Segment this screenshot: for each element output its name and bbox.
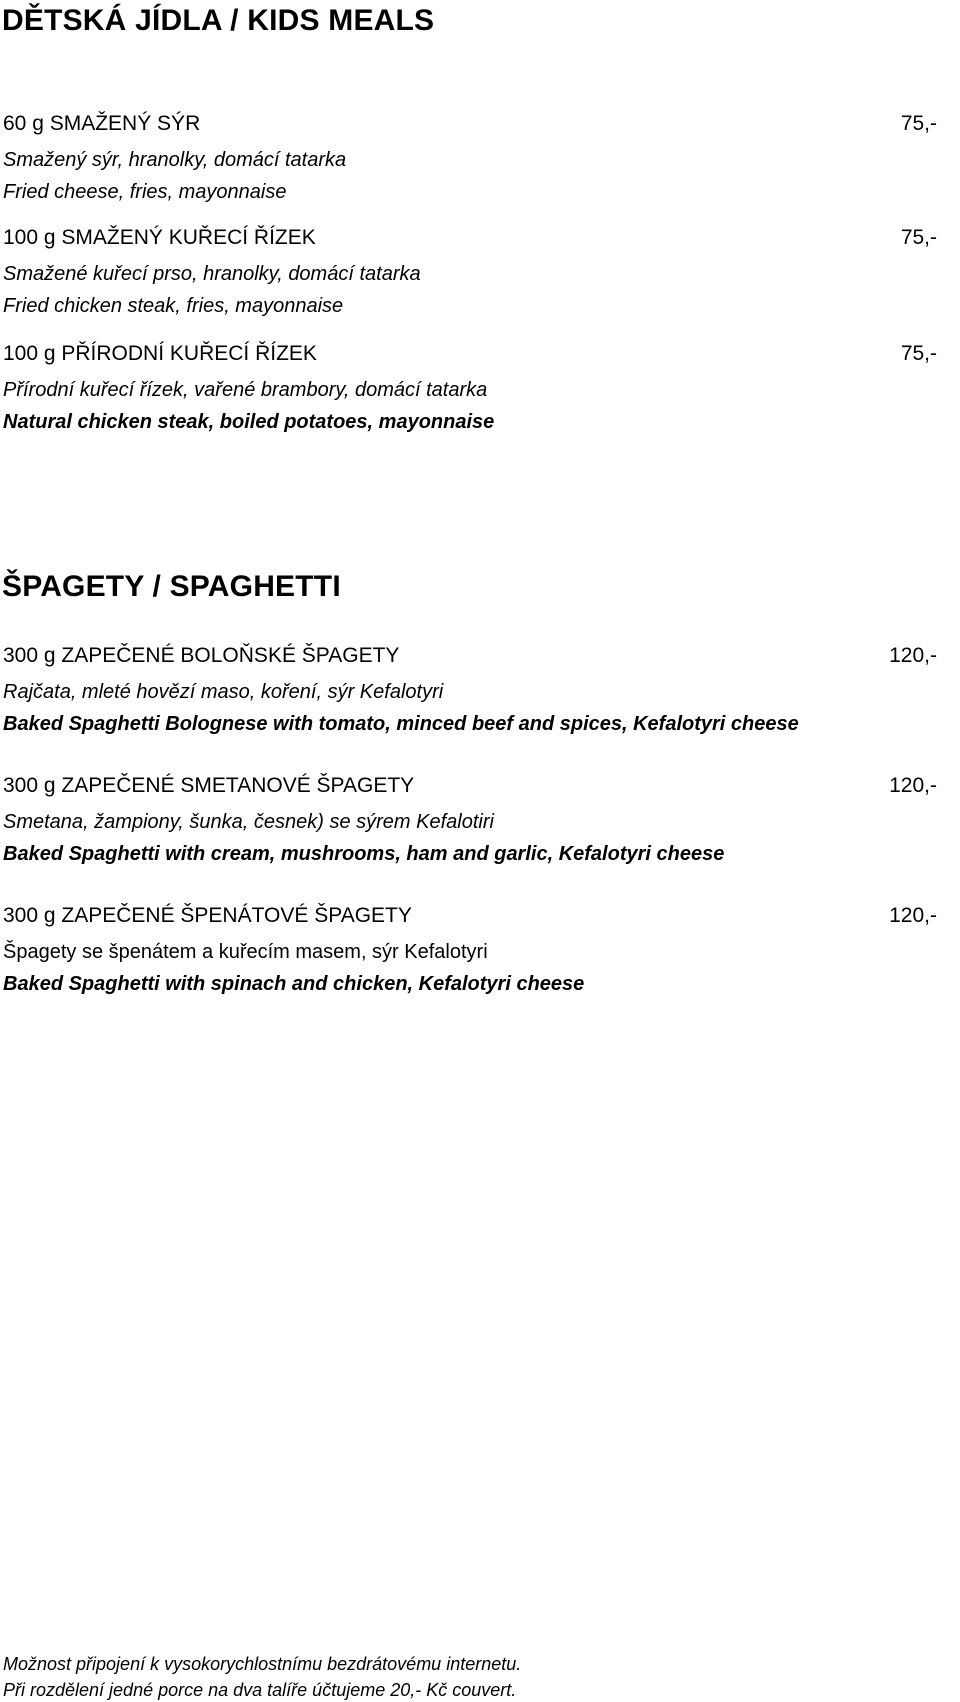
item-description-cz: Smažené kuřecí prso, hranolky, domácí tatarka	[3, 263, 421, 285]
item-description-en: Baked Spaghetti with spinach and chicken, Kefalotyri cheese	[3, 973, 585, 995]
footer-wifi-note: Možnost připojení k vysokorychlostnímu bezdrátovému internetu.	[3, 1654, 522, 1674]
item-name: 100 g SMAŽENÝ KUŘECÍ ŘÍZEK	[3, 226, 316, 249]
item-description-cz: Smetana, žampiony, šunka, česnek) se sýrem Kefalotiri	[3, 811, 494, 833]
menu-item-spinach-spaghetti	[3, 904, 937, 1000]
item-price: 75,-	[900, 112, 937, 135]
menu-item-cream-spaghetti	[3, 774, 937, 870]
item-description-en: Baked Spaghetti Bolognese with tomato, minced beef and spices, Kefalotyri cheese	[3, 713, 799, 735]
spaghetti-section-title: ŠPAGETY / SPAGHETTI	[2, 570, 341, 603]
item-name: 60 g SMAŽENÝ SÝR	[3, 112, 201, 135]
item-price: 120,-	[889, 644, 937, 667]
item-description-cz: Přírodní kuřecí řízek, vařené brambory, domácí tatarka	[3, 379, 488, 401]
item-description-cz: Rajčata, mleté hovězí maso, koření, sýr Kefalotyri	[3, 681, 444, 703]
item-description-en: Fried chicken steak, fries, mayonnaise	[3, 295, 344, 317]
item-name: 100 g PŘÍRODNÍ KUŘECÍ ŘÍZEK	[3, 342, 317, 365]
item-description-en: Natural chicken steak, boiled potatoes, mayonnaise	[3, 411, 495, 433]
footer-couvert-note: Při rozdělení jedné porce na dva talíře účtujeme 20,- Kč couvert.	[3, 1680, 517, 1700]
menu-item-natural-chicken	[3, 342, 937, 438]
menu-item-bolognese	[3, 644, 937, 740]
item-price: 120,-	[889, 904, 937, 927]
menu-item-fried-cheese	[3, 112, 937, 208]
item-name: 300 g ZAPEČENÉ BOLOŇSKÉ ŠPAGETY	[3, 644, 400, 667]
item-price: 75,-	[900, 342, 937, 365]
menu-item-fried-chicken	[3, 226, 937, 322]
item-price: 75,-	[900, 226, 937, 249]
item-name: 300 g ZAPEČENÉ SMETANOVÉ ŠPAGETY	[3, 774, 415, 797]
item-description-cz: Špagety se špenátem a kuřecím masem, sýr Kefalotyri	[3, 941, 488, 963]
item-description-en: Baked Spaghetti with cream, mushrooms, ham and garlic, Kefalotyri cheese	[3, 843, 725, 865]
item-name: 300 g ZAPEČENÉ ŠPENÁTOVÉ ŠPAGETY	[3, 904, 412, 927]
kids-section-title: DĚTSKÁ JÍDLA / KIDS MEALS	[2, 4, 435, 37]
item-price: 120,-	[889, 774, 937, 797]
item-description-en: Fried cheese, fries, mayonnaise	[3, 181, 287, 203]
item-description-cz: Smažený sýr, hranolky, domácí tatarka	[3, 149, 347, 171]
